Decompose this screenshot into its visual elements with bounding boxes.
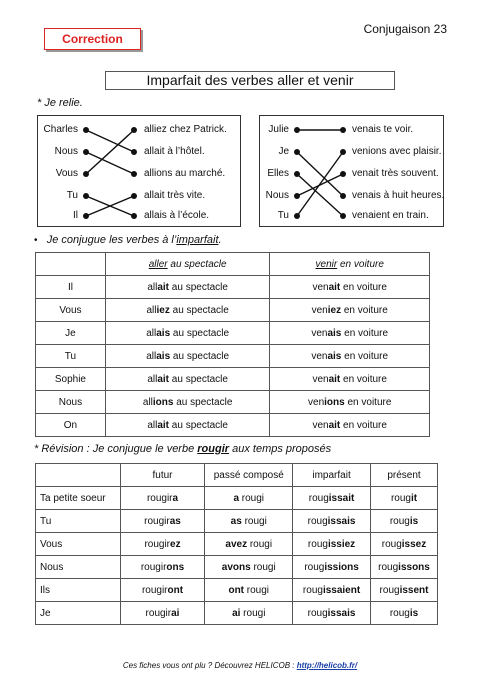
right-dot bbox=[340, 149, 346, 155]
left-item-pronouns: Charles bbox=[43, 124, 78, 135]
exercise3-instruction bbox=[34, 443, 331, 455]
imparfait-cell bbox=[293, 510, 371, 533]
venir-cell bbox=[270, 322, 430, 345]
table-row bbox=[36, 276, 430, 299]
ending: it bbox=[410, 492, 418, 504]
empty-header-cell bbox=[36, 464, 121, 487]
passe-compose-cell bbox=[205, 487, 293, 510]
instruction-suffix: aux temps proposés bbox=[229, 443, 332, 455]
right-item-endings: venions avec plaisir. bbox=[352, 146, 442, 157]
ending: a bbox=[172, 492, 179, 504]
ending: ions bbox=[152, 396, 174, 408]
rest: en voiture bbox=[340, 419, 387, 431]
ending: ait bbox=[328, 281, 341, 293]
stem: ven bbox=[311, 327, 328, 339]
left-item-endings: allait très vite. bbox=[144, 190, 206, 201]
stem: rougir bbox=[144, 515, 170, 527]
ending: issaient bbox=[322, 584, 361, 596]
ending: issons bbox=[398, 561, 430, 573]
table-row bbox=[36, 299, 430, 322]
match-line bbox=[86, 130, 134, 174]
futur-cell bbox=[120, 510, 205, 533]
left-dot bbox=[83, 193, 89, 199]
participle: rougi bbox=[239, 492, 265, 504]
stem: roug bbox=[304, 561, 325, 573]
left-item-pronouns: Nous bbox=[54, 146, 78, 157]
bullet: • bbox=[34, 235, 38, 246]
pronoun-cell: Il bbox=[36, 276, 106, 299]
ending: ais bbox=[156, 350, 171, 362]
participle: rougi bbox=[247, 538, 273, 550]
ending: iez bbox=[327, 304, 342, 316]
venir-cell bbox=[270, 368, 430, 391]
instruction-verb: rougir bbox=[197, 443, 230, 455]
passe-compose-cell bbox=[205, 579, 293, 602]
footer-link[interactable]: http://helicob.fr/ bbox=[296, 661, 358, 670]
instruction-underlined: imparfait bbox=[176, 234, 219, 246]
pronoun-cell: Sophie bbox=[36, 368, 106, 391]
stem: ven bbox=[312, 419, 329, 431]
left-dot bbox=[131, 149, 137, 155]
right-dot bbox=[340, 127, 346, 133]
ending: ait bbox=[328, 373, 341, 385]
table-row bbox=[36, 345, 430, 368]
ending: as bbox=[169, 515, 181, 527]
pronoun-cell: Je bbox=[36, 322, 106, 345]
ending: issait bbox=[328, 492, 355, 504]
ending: iez bbox=[156, 304, 170, 316]
table-row bbox=[36, 487, 438, 510]
present-cell bbox=[371, 487, 438, 510]
stem: ven bbox=[311, 350, 328, 362]
rest: au spectacle bbox=[169, 373, 228, 385]
instruction-prefix: Je conjugue les verbes à l’ bbox=[46, 234, 177, 246]
stem: ven bbox=[312, 373, 329, 385]
imparfait-table bbox=[35, 252, 430, 437]
right-item-pronouns: Julie bbox=[268, 124, 289, 135]
imparfait-cell bbox=[293, 556, 371, 579]
left-dot bbox=[83, 171, 89, 177]
participle: rougi bbox=[241, 515, 267, 527]
right-dot bbox=[294, 149, 300, 155]
table-header-row bbox=[36, 464, 438, 487]
venir-cell bbox=[270, 345, 430, 368]
passe-compose-cell bbox=[205, 556, 293, 579]
pronoun-cell: Nous bbox=[36, 391, 106, 414]
present-cell bbox=[371, 510, 438, 533]
stem: rougir bbox=[146, 492, 173, 504]
stem: all bbox=[147, 373, 158, 385]
sheet-title: Conjugaison 23 bbox=[363, 22, 447, 36]
right-dot bbox=[294, 213, 300, 219]
pronoun-cell: Nous bbox=[36, 556, 121, 579]
passe-compose-cell bbox=[205, 510, 293, 533]
rest: en voiture bbox=[341, 350, 389, 362]
revision-table bbox=[35, 463, 438, 625]
left-dot bbox=[83, 127, 89, 133]
stem: roug bbox=[381, 538, 402, 550]
ending: is bbox=[409, 515, 419, 527]
stem: roug bbox=[307, 538, 328, 550]
passe-compose-cell bbox=[205, 533, 293, 556]
right-item-pronouns: Nous bbox=[265, 190, 289, 201]
venir-cell bbox=[270, 276, 430, 299]
right-dot bbox=[294, 171, 300, 177]
ending: issais bbox=[327, 515, 356, 527]
ending: issions bbox=[324, 561, 359, 573]
right-item-endings: venais te voir. bbox=[352, 124, 414, 135]
footer-text: Ces fiches vous ont plu ? Découvrez HELICOB : bbox=[122, 661, 297, 670]
imparfait-cell bbox=[293, 533, 371, 556]
stem: roug bbox=[390, 492, 411, 504]
header-venir: venir en voiture bbox=[270, 253, 430, 276]
futur-cell bbox=[120, 533, 205, 556]
tense-header: futur bbox=[120, 464, 205, 487]
match-line bbox=[297, 174, 343, 216]
imparfait-cell bbox=[293, 602, 371, 625]
stem: roug bbox=[307, 515, 328, 527]
right-item-endings: venaient en train. bbox=[352, 210, 429, 221]
table-row bbox=[36, 414, 430, 437]
left-item-endings: allais à l’école. bbox=[144, 210, 210, 221]
present-cell bbox=[371, 602, 438, 625]
ending: ais bbox=[156, 327, 171, 339]
rest: en voiture bbox=[341, 327, 389, 339]
table-row bbox=[36, 322, 430, 345]
rest: au spectacle bbox=[170, 327, 230, 339]
ending: issez bbox=[401, 538, 427, 550]
right-item-endings: venait très souvent. bbox=[352, 168, 439, 179]
ending: ais bbox=[327, 327, 342, 339]
match-line bbox=[297, 152, 343, 216]
left-dot bbox=[131, 193, 137, 199]
tense-header: imparfait bbox=[293, 464, 371, 487]
pronoun-cell: Je bbox=[36, 602, 121, 625]
exercise1-instruction: * Je relie. bbox=[37, 97, 83, 109]
pronoun-cell: Ta petite soeur bbox=[36, 487, 121, 510]
participle: rougi bbox=[240, 607, 266, 619]
stem: roug bbox=[307, 607, 328, 619]
stem: rougir bbox=[144, 538, 171, 550]
stem: all bbox=[146, 350, 157, 362]
ending: issent bbox=[399, 584, 429, 596]
stem: all bbox=[147, 281, 158, 293]
ending: ais bbox=[327, 350, 342, 362]
right-dot bbox=[294, 193, 300, 199]
stem: all bbox=[146, 327, 157, 339]
rest: en voiture bbox=[341, 304, 388, 316]
right-item-pronouns: Tu bbox=[277, 210, 289, 221]
futur-cell bbox=[120, 556, 205, 579]
left-item-pronouns: Il bbox=[73, 210, 78, 221]
auxiliary: avons bbox=[221, 561, 251, 573]
ending: ait bbox=[328, 419, 341, 431]
pronoun-cell: Tu bbox=[36, 345, 106, 368]
imparfait-cell bbox=[293, 487, 371, 510]
correction-badge: Correction bbox=[44, 28, 141, 50]
stem: all bbox=[147, 419, 158, 431]
ending: is bbox=[409, 607, 419, 619]
futur-cell bbox=[120, 487, 205, 510]
futur-cell bbox=[120, 579, 205, 602]
table-header-row bbox=[36, 253, 430, 276]
participle: rougi bbox=[244, 584, 270, 596]
right-dot bbox=[340, 171, 346, 177]
auxiliary: ai bbox=[232, 607, 241, 619]
match-line bbox=[86, 130, 134, 152]
left-dot bbox=[131, 213, 137, 219]
rest: au spectacle bbox=[169, 281, 228, 293]
rest: en voiture bbox=[344, 396, 392, 408]
present-cell bbox=[371, 556, 438, 579]
present-cell bbox=[371, 579, 438, 602]
ending: issiez bbox=[327, 538, 356, 550]
passe-compose-cell bbox=[205, 602, 293, 625]
table-row bbox=[36, 368, 430, 391]
table-row bbox=[36, 602, 438, 625]
left-dot bbox=[83, 149, 89, 155]
header-aller: aller au spectacle bbox=[105, 253, 270, 276]
stem: roug bbox=[302, 584, 323, 596]
pronoun-cell: Ils bbox=[36, 579, 121, 602]
pronoun-cell: On bbox=[36, 414, 106, 437]
aller-cell bbox=[105, 368, 270, 391]
ending: ons bbox=[166, 561, 185, 573]
ending: ont bbox=[167, 584, 184, 596]
stem: roug bbox=[389, 515, 410, 527]
rest: en voiture bbox=[340, 373, 387, 385]
stem: ven bbox=[312, 281, 329, 293]
exercise2-instruction bbox=[34, 234, 222, 246]
stem: all bbox=[142, 396, 153, 408]
ending: ait bbox=[157, 281, 170, 293]
left-item-pronouns: Vous bbox=[55, 168, 78, 179]
page-title: Imparfait des verbes aller et venir bbox=[105, 71, 395, 90]
pronoun-cell: Tu bbox=[36, 510, 121, 533]
rest: au spectacle bbox=[169, 304, 229, 316]
right-item-endings: venais à huit heures. bbox=[352, 190, 445, 201]
left-item-endings: allait à l’hôtel. bbox=[144, 146, 205, 157]
aller-cell bbox=[105, 322, 270, 345]
stem: all bbox=[146, 304, 157, 316]
instruction-suffix: . bbox=[218, 234, 222, 246]
match-line bbox=[86, 152, 134, 174]
ending: issais bbox=[327, 607, 356, 619]
pronoun-cell: Vous bbox=[36, 299, 106, 322]
match-line bbox=[297, 152, 343, 196]
auxiliary: ont bbox=[228, 584, 245, 596]
aller-cell bbox=[105, 345, 270, 368]
instruction-prefix: * Révision : Je conjugue le verbe bbox=[34, 443, 198, 455]
table-row bbox=[36, 579, 438, 602]
stem: rougir bbox=[140, 561, 167, 573]
ending: ez bbox=[170, 538, 181, 550]
left-item-pronouns: Tu bbox=[66, 190, 78, 201]
stem: roug bbox=[378, 561, 399, 573]
right-item-pronouns: Elles bbox=[267, 168, 289, 179]
empty-header-cell bbox=[36, 253, 106, 276]
table-row bbox=[36, 510, 438, 533]
rest: au spectacle bbox=[173, 396, 233, 408]
stem: ven bbox=[311, 304, 328, 316]
present-cell bbox=[371, 533, 438, 556]
stem: roug bbox=[308, 492, 329, 504]
venir-cell bbox=[270, 391, 430, 414]
table-row bbox=[36, 391, 430, 414]
rest: au spectacle bbox=[170, 350, 230, 362]
aller-cell bbox=[105, 299, 270, 322]
table-row bbox=[36, 556, 438, 579]
tense-header: passé composé bbox=[205, 464, 293, 487]
right-dot bbox=[340, 213, 346, 219]
auxiliary: as bbox=[230, 515, 242, 527]
footer bbox=[0, 661, 480, 670]
venir-cell bbox=[270, 414, 430, 437]
venir-cell bbox=[270, 299, 430, 322]
aller-cell bbox=[105, 276, 270, 299]
stem: roug bbox=[379, 584, 400, 596]
auxiliary: a bbox=[233, 492, 240, 504]
left-dot bbox=[83, 213, 89, 219]
aller-cell bbox=[105, 414, 270, 437]
auxiliary: avez bbox=[225, 538, 248, 550]
ending: ions bbox=[324, 396, 345, 408]
rest: en voiture bbox=[340, 281, 387, 293]
imparfait-cell bbox=[293, 579, 371, 602]
stem: roug bbox=[389, 607, 410, 619]
ending: ait bbox=[157, 419, 170, 431]
participle: rougi bbox=[250, 561, 276, 573]
stem: rougir bbox=[141, 584, 168, 596]
stem: ven bbox=[308, 396, 325, 408]
ending: ait bbox=[157, 373, 170, 385]
tense-header: présent bbox=[371, 464, 438, 487]
right-item-pronouns: Je bbox=[278, 146, 289, 157]
left-item-endings: allions au marché. bbox=[144, 168, 226, 179]
left-item-endings: alliez chez Patrick. bbox=[144, 124, 227, 135]
left-dot bbox=[131, 127, 137, 133]
aller-cell bbox=[105, 391, 270, 414]
right-dot bbox=[294, 127, 300, 133]
left-dot bbox=[131, 171, 137, 177]
stem: rougir bbox=[145, 607, 172, 619]
pronoun-cell: Vous bbox=[36, 533, 121, 556]
table-row bbox=[36, 533, 438, 556]
rest: au spectacle bbox=[169, 419, 228, 431]
right-dot bbox=[340, 193, 346, 199]
ending: ai bbox=[171, 607, 180, 619]
futur-cell bbox=[120, 602, 205, 625]
